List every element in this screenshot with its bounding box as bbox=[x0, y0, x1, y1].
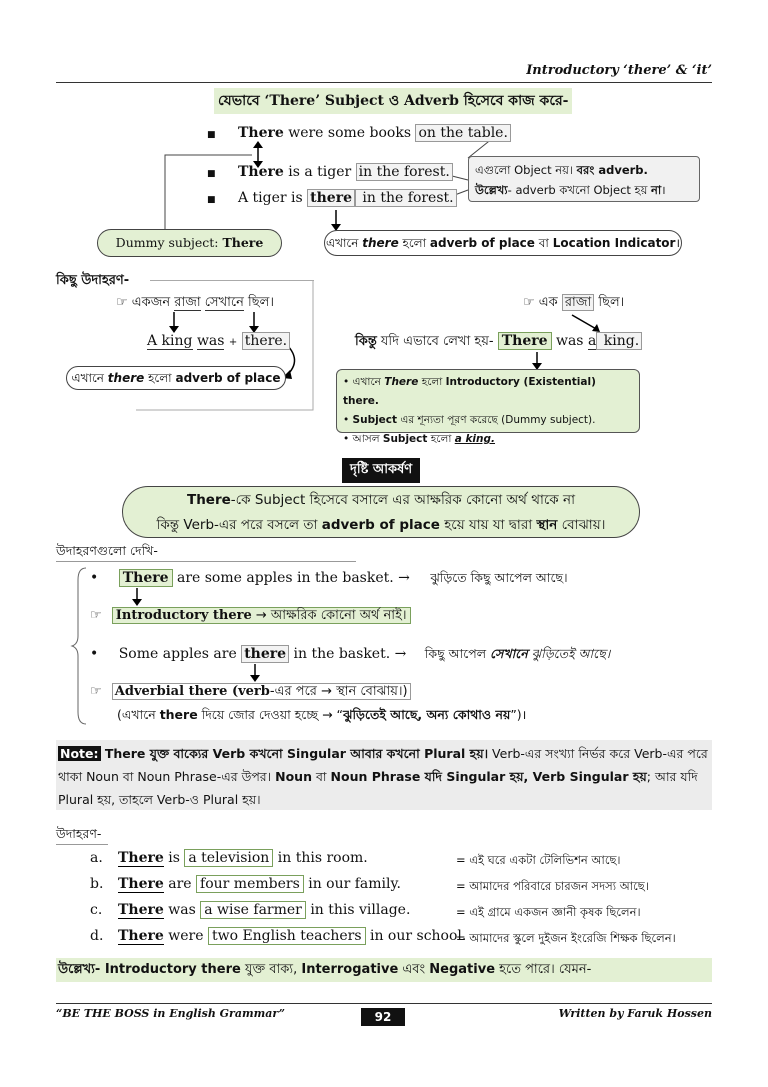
point-3: • আসল Subject হলো a king. bbox=[343, 433, 496, 445]
see-examples-rule bbox=[56, 561, 356, 562]
apples-example-1: • There are some apples in the basket. → ঝুড়িতে কিছু আপেল আছে। bbox=[90, 570, 568, 586]
point-1: • এখানে There হলো Introductory (Existential) there. bbox=[343, 376, 596, 407]
there-arrow-2 bbox=[248, 664, 262, 684]
udaharan-rule bbox=[56, 844, 108, 845]
apples-example-2: • Some apples are there in the basket. → কিছু আপেল সেখানে ঝুড়িতেই আছে। bbox=[90, 646, 611, 662]
top-example-3: ■ A tiger is there in the forest. bbox=[207, 190, 457, 206]
numbered-example-c: c. There was a wise farmer in this village. = এই গ্রামে একজন জ্ঞানী কৃষক ছিলেন। bbox=[90, 902, 641, 919]
examples-label: কিছু উদাহরণ- bbox=[56, 273, 130, 288]
numbered-example-a: a. There is a television in this room. = এই ঘরে একটা টেলিভিশন আছে। bbox=[90, 850, 621, 867]
right-english-example: কিন্তু যদি এভাবে লেখা হয়- There was a king. bbox=[355, 332, 642, 353]
footer-book-title: “BE THE BOSS in English Grammar” bbox=[56, 1007, 285, 1020]
dummy-subject-pill: Dummy subject: There bbox=[97, 229, 282, 257]
udaharan-label: উদাহরণ- bbox=[56, 826, 102, 841]
location-indicator-pill: এখানে there হলো adverb of place বা Location Indicator। bbox=[324, 230, 682, 256]
page-number: 92 bbox=[361, 1008, 405, 1026]
numbered-example-b: b. There are four members in our family. = আমাদের পরিবারে চারজন সদস্য আছে। bbox=[90, 876, 649, 893]
raja-arrowhead bbox=[169, 326, 179, 333]
see-examples-label: উদাহরণগুলো দেখি- bbox=[56, 543, 158, 558]
note-box: Note: There যুক্ত বাক্যের Verb কখনো Singular আবার কখনো Plural হয়। Verb-এর সংখ্যা নির্ভর করে Verb-এর পরে থাকা Noun বা Noun Phrase-এর উপর। Noun বা Noun Phrase যদি Singular হয়, Verb Singular হয়; আর যদি Plural হয়, তাহলে Verb-ও Plural হয়। bbox=[56, 740, 712, 810]
existential-points-card bbox=[336, 369, 640, 445]
right-raja-arrow bbox=[572, 315, 598, 330]
object-note-card: এগুলো Object নয়। বরং adverb. উল্লেখ্য- adverb কখনো Object হয় না। bbox=[468, 156, 700, 202]
hand-pointer-icon: ☞ bbox=[90, 608, 102, 623]
left-bangla-example: ☞ একজন রাজা সেখানে ছিল। bbox=[116, 295, 274, 310]
point-2: • Subject এর শূন্যতা পূরণ করেছে (Dummy subject). bbox=[343, 414, 596, 426]
top-example-1: ■ There were some books on the table. bbox=[207, 125, 511, 141]
attention-label: দৃষ্টি আকর্ষণ bbox=[342, 458, 420, 483]
intro-there-line: ☞ Introductory there → আক্ষরিক কোনো অর্থ নাই। bbox=[90, 606, 411, 627]
top-example-2: ■ There is a tiger in the forest. bbox=[207, 164, 453, 180]
up-arrowhead bbox=[253, 141, 263, 148]
left-english-example: A king was + there. bbox=[147, 333, 290, 349]
there-arrow-1 bbox=[130, 588, 144, 608]
right-bangla-example: ☞ এক রাজা ছিল। bbox=[523, 295, 625, 310]
adverbial-there-line: ☞ Adverbial there (verb-এর পরে → স্থান বোঝায়।) bbox=[90, 682, 411, 703]
attention-pill: There-কে Subject হিসেবে বসালে এর আক্ষরিক কোনো অর্থ থাকে না কিন্তু Verb-এর পরে বসলে তা adverb of place হয়ে যায় যা দ্বারা স্থান বোঝায়। bbox=[122, 486, 640, 538]
hand-pointer-icon: ☞ bbox=[523, 295, 535, 310]
emphasis-line: (এখানে there দিয়ে জোর দেওয়া হচ্ছে → “ঝুড়িতেই আছে, অন্য কোথাও নয়”)। bbox=[117, 707, 527, 722]
hand-pointer-icon: ☞ bbox=[116, 295, 128, 310]
numbered-example-d: d. There were two English teachers in our school. = আমাদের স্কুলে দুইজন ইংরেজি শিক্ষক ছিলেন। bbox=[90, 928, 676, 945]
section-heading: যেভাবে ‘There’ Subject ও Adverb হিসেবে কাজ করে- bbox=[214, 88, 572, 114]
hand-pointer-icon: ☞ bbox=[90, 684, 102, 699]
left-brace bbox=[70, 566, 90, 726]
footer-author: Written by Faruk Hossen bbox=[558, 1007, 712, 1020]
left-adverb-pill: এখানে there হলো adverb of place bbox=[66, 366, 286, 390]
running-header: Introductory ‘there’ & ‘it’ bbox=[526, 63, 712, 78]
footer-rule bbox=[56, 1003, 712, 1004]
ullekhyo-bar: উল্লেখ্য- Introductory there যুক্ত বাক্য, Interrogative এবং Negative হতে পারে। যেমন- bbox=[56, 958, 712, 982]
